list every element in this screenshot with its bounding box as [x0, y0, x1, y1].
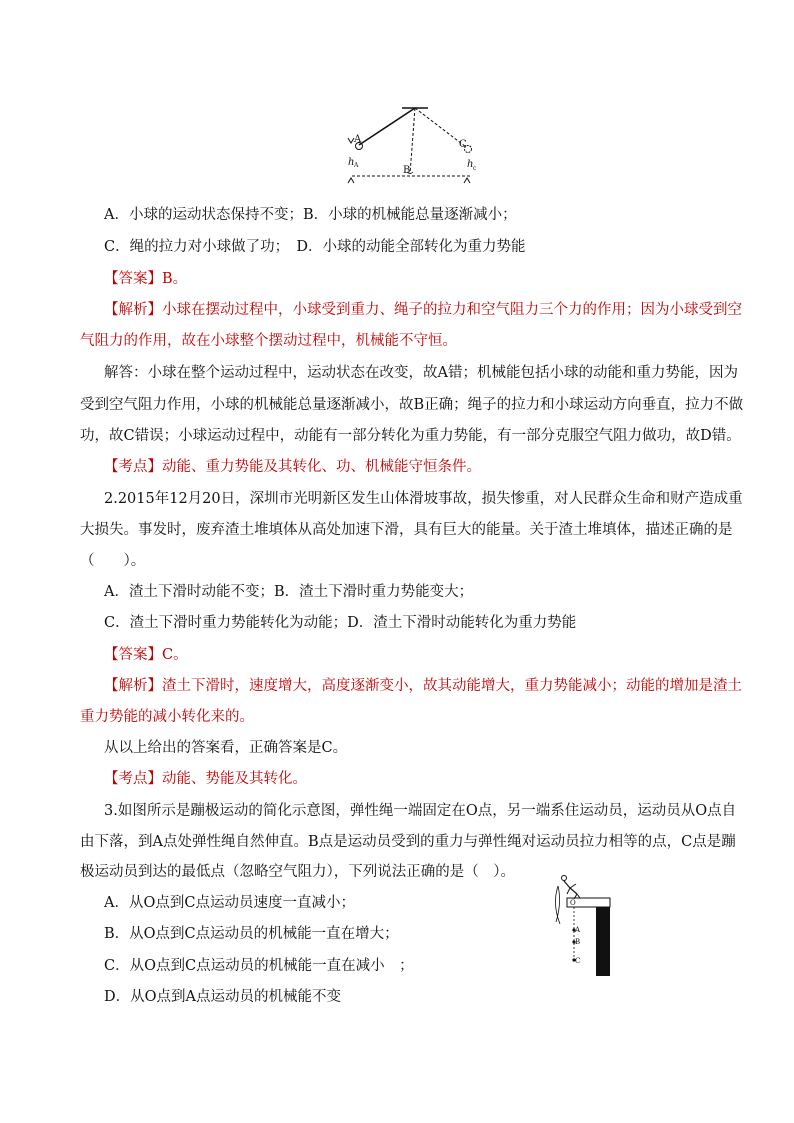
fig1-label-b: B	[403, 165, 411, 176]
q2-stem-line-1: 2.2015年12月20日，深圳市光明新区发生山体滑坡事故，损失惨重，对人民群众生命和财产造成重	[104, 491, 743, 507]
q1-keypoint-tag: 【考点】	[104, 459, 162, 475]
q2-analysis-tag: 【解析】	[104, 678, 162, 694]
q3-stem-line-1: 3.如图所示是蹦极运动的简化示意图，弹性绳一端固定在O点，另一端系住运动员，运动员从O点自	[104, 803, 737, 819]
q1-answer-value: B。	[162, 271, 188, 287]
q2-keypoint-text: 动能、势能及其转化。	[162, 771, 307, 787]
q2-keypoint-tag: 【考点】	[104, 771, 162, 787]
q2-answer-tag: 【答案】	[104, 647, 162, 663]
fig2-label-b: B	[575, 938, 581, 946]
q1-keypoint	[104, 457, 481, 477]
q2-stem-line-2: 大损失。事发时，废弃渣土堆填体从高处加速下滑，具有巨大的能量。关于渣土堆填体，描述正确的是	[80, 522, 733, 538]
q3-option-c: C．从O点到C点运动员的机械能一直在减小 ；	[104, 958, 414, 974]
q3-option-d: D．从O点到A点运动员的机械能不变	[104, 989, 341, 1005]
q2-stem-line-3: （ ）。	[80, 553, 146, 569]
q1-option-cd: C．绳的拉力对小球做了功； D．小球的动能全部转化为重力势能	[104, 239, 526, 255]
pendulum-figure	[340, 100, 490, 190]
fig1-label-hc-sub: c	[473, 165, 477, 172]
q1-solution-line-3: 功，故C错误；小球运动过程中，动能有一部分转化为重力势能，有一部分克服空气阻力做功，故D错。	[80, 428, 741, 444]
q2-analysis-line-1	[104, 676, 742, 696]
fig1-label-hc: h	[467, 159, 474, 170]
q3-stem-line-2: 由下落，到A点处弹性绳自然伸直。B点是运动员受到的重力与弹性绳对运动员拉力相等的点，C点是蹦	[80, 834, 736, 850]
fig1-label-ha-sub: A	[354, 162, 359, 169]
q3-option-b: B．从O点到C点运动员的机械能一直在增大；	[104, 926, 399, 942]
q2-conclusion: 从以上给出的答案看，正确答案是C。	[104, 740, 348, 756]
q1-solution-line-1: 解答：小球在整个运动过程中，运动状态在改变，故A错；机械能包括小球的动能和重力势能，因为	[104, 365, 738, 381]
q2-option-cd: C．渣土下滑时重力势能转化为动能；D．渣土下滑时动能转化为重力势能	[104, 615, 577, 631]
q2-option-ab: A．渣土下滑时动能不变；B．渣土下滑时重力势能变大；	[104, 584, 474, 600]
q3-stem-line-3: 极运动员到达的最低点（忽略空气阻力），下列说法正确的是（ ）。	[80, 864, 515, 880]
q2-answer	[104, 645, 188, 665]
q1-answer-tag: 【答案】	[104, 271, 162, 287]
q1-answer	[104, 269, 187, 289]
q1-analysis-line-1	[104, 300, 742, 320]
q1-option-ab: A．小球的运动状态保持不变；B．小球的机械能总量逐渐减小；	[104, 207, 517, 223]
bungee-figure	[550, 872, 616, 978]
q2-answer-value: C。	[162, 647, 188, 663]
q1-analysis-line-2: 气阻力的作用，故在小球整个摆动过程中，机械能不守恒。	[80, 333, 457, 349]
q2-keypoint	[104, 769, 307, 789]
fig2-label-o: O	[570, 899, 576, 907]
fig2-label-c: C	[575, 957, 581, 965]
fig1-label-c: C	[459, 139, 467, 150]
q1-keypoint-text: 动能、重力势能及其转化、功、机械能守恒条件。	[162, 459, 481, 475]
q2-analysis-text-1: 渣土下滑时，速度增大，高度逐渐变小，故其动能增大，重力势能减小；动能的增加是渣土	[162, 678, 742, 694]
fig1-label-ha: h	[348, 157, 355, 168]
fig1-label-a: A	[354, 134, 362, 145]
q3-option-a: A．从O点到C点运动员速度一直减小；	[104, 895, 355, 911]
fig2-label-a: A	[575, 926, 581, 934]
q1-solution-line-2: 受到空气阻力作用，小球的机械能总量逐渐减小，故B正确；绳子的拉力和小球运动方向垂直，拉力不做	[80, 397, 744, 413]
q2-analysis-line-2: 重力势能的减小转化来的。	[80, 709, 254, 725]
q1-analysis-text-1: 小球在摆动过程中，小球受到重力、绳子的拉力和空气阻力三个力的作用；因为小球受到空	[162, 302, 742, 318]
q1-analysis-tag: 【解析】	[104, 302, 162, 318]
